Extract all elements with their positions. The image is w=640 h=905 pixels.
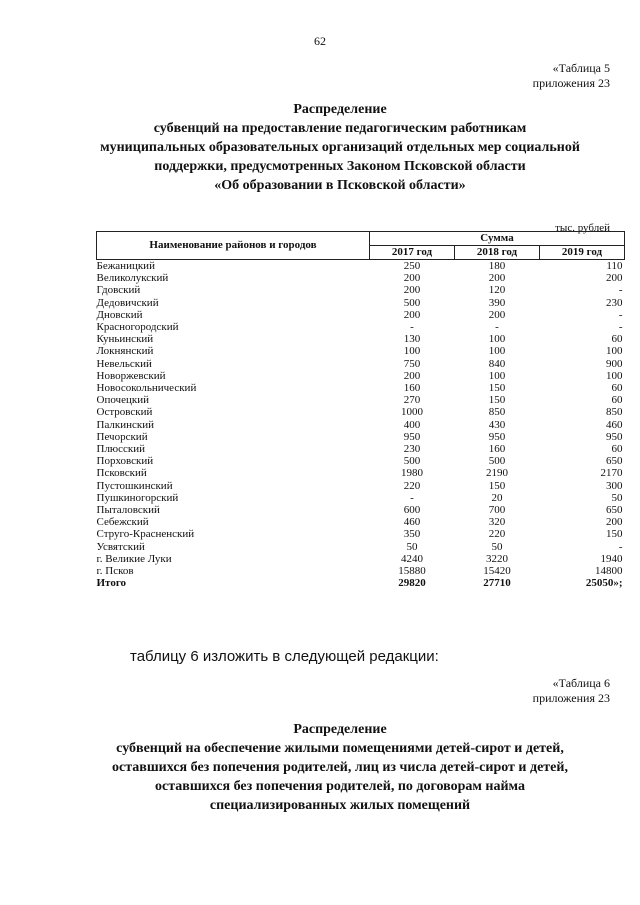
value-2019-cell: 60 bbox=[611, 443, 623, 456]
table5-title-line: «Об образовании в Псковской области» bbox=[214, 178, 466, 193]
value-2019-cell: 60 bbox=[611, 333, 623, 346]
table-row bbox=[97, 382, 625, 394]
value-2018-cell: 320 bbox=[488, 516, 506, 529]
table-row bbox=[97, 455, 625, 467]
value-2017-cell: 270 bbox=[403, 394, 421, 407]
table-row bbox=[97, 504, 625, 516]
district-name-cell: Островский bbox=[96, 406, 153, 419]
value-2019-cell: 950 bbox=[606, 430, 623, 443]
header-year-2019: 2019 год bbox=[540, 246, 625, 260]
value-2019-cell: 230 bbox=[606, 296, 623, 309]
value-2017-cell: 200 bbox=[403, 272, 421, 285]
table5-title-line: муниципальных образовательных организаций отдельных мер социальной bbox=[100, 140, 580, 155]
value-2017-cell: 1980 bbox=[401, 467, 423, 480]
value-2018-cell: 150 bbox=[488, 394, 506, 407]
value-2019-cell: 60 bbox=[611, 394, 623, 407]
district-name-cell: Усвятский bbox=[96, 540, 145, 553]
value-2019-cell: 150 bbox=[606, 528, 623, 541]
table6-reference bbox=[533, 676, 610, 706]
value-2018-cell: 430 bbox=[488, 418, 506, 431]
value-2018-cell: 3220 bbox=[486, 552, 508, 565]
total-2017-cell: 29820 bbox=[398, 577, 426, 590]
table-row bbox=[97, 443, 625, 455]
value-2018-cell: 2190 bbox=[486, 467, 508, 480]
value-2017-cell: 500 bbox=[403, 296, 421, 309]
value-2018-cell: - bbox=[495, 321, 499, 334]
value-2019-cell: 2170 bbox=[600, 467, 623, 480]
value-2019-cell: 650 bbox=[606, 455, 623, 468]
district-name-cell: Дедовичский bbox=[96, 296, 159, 309]
value-2018-cell: 200 bbox=[488, 272, 506, 285]
district-name-cell: Пустошкинский bbox=[96, 479, 173, 492]
table-row bbox=[97, 480, 625, 492]
value-2017-cell: 130 bbox=[403, 333, 421, 346]
value-2018-cell: 180 bbox=[488, 260, 506, 272]
value-2017-cell: 160 bbox=[403, 382, 421, 395]
district-name-cell: Бежаницкий bbox=[96, 260, 155, 272]
value-2017-cell: 250 bbox=[403, 260, 421, 272]
value-2019-cell: - bbox=[618, 540, 623, 553]
value-2018-cell: 120 bbox=[488, 284, 506, 297]
value-2019-cell: - bbox=[618, 321, 623, 334]
table6-title bbox=[40, 720, 640, 815]
total-row bbox=[97, 577, 625, 589]
header-year-2018: 2018 год bbox=[455, 246, 540, 260]
value-2017-cell: 230 bbox=[403, 443, 421, 456]
value-2017-cell: 350 bbox=[403, 528, 421, 541]
table-row bbox=[97, 370, 625, 382]
table-row bbox=[97, 553, 625, 565]
table-row bbox=[97, 345, 625, 357]
value-2018-cell: 390 bbox=[488, 296, 506, 309]
value-2018-cell: 150 bbox=[488, 479, 506, 492]
table-row bbox=[97, 284, 625, 296]
value-2017-cell: 1000 bbox=[401, 406, 423, 419]
value-2018-cell: 50 bbox=[491, 540, 503, 553]
table6-title-line: оставшихся без попечения родителей, лиц из числа детей-сирот и детей, bbox=[112, 760, 568, 775]
value-2017-cell: 4240 bbox=[401, 552, 423, 565]
table-row bbox=[97, 309, 625, 321]
value-2018-cell: 200 bbox=[488, 308, 506, 321]
units-label: тыс. рублей bbox=[555, 222, 610, 234]
district-name-cell: г. Псков bbox=[96, 565, 134, 578]
value-2018-cell: 850 bbox=[488, 406, 506, 419]
table-row bbox=[97, 406, 625, 418]
value-2019-cell: 200 bbox=[606, 272, 623, 285]
total-2019-cell: 25050»; bbox=[585, 577, 623, 590]
value-2018-cell: 20 bbox=[491, 491, 503, 504]
value-2017-cell: 100 bbox=[403, 345, 421, 358]
instruction-paragraph: таблицу 6 изложить в следующей редакции: bbox=[130, 648, 439, 665]
value-2018-cell: 840 bbox=[488, 357, 506, 370]
district-name-cell: Опочецкий bbox=[96, 394, 149, 407]
value-2017-cell: 200 bbox=[403, 369, 421, 382]
district-name-cell: Порховский bbox=[96, 455, 154, 468]
subsidy-table bbox=[96, 231, 625, 589]
value-2017-cell: - bbox=[410, 491, 414, 504]
value-2018-cell: 100 bbox=[488, 333, 506, 346]
table-row bbox=[97, 528, 625, 540]
district-name-cell: Великолукский bbox=[96, 272, 169, 285]
table-row bbox=[97, 260, 625, 273]
value-2019-cell: 650 bbox=[606, 504, 623, 517]
table-row bbox=[97, 431, 625, 443]
table6-title-line: оставшихся без попечения родителей, по договорам найма bbox=[155, 779, 525, 794]
table-row bbox=[97, 333, 625, 345]
value-2019-cell: 200 bbox=[606, 516, 623, 529]
value-2017-cell: 460 bbox=[403, 516, 421, 529]
value-2017-cell: 200 bbox=[403, 284, 421, 297]
value-2019-cell: 1940 bbox=[600, 552, 623, 565]
district-name-cell: Невельский bbox=[96, 357, 152, 370]
table6-ref-line2: приложения 23 bbox=[532, 691, 610, 705]
value-2017-cell: 500 bbox=[403, 455, 421, 468]
value-2017-cell: 220 bbox=[403, 479, 421, 492]
table-row bbox=[97, 394, 625, 406]
page-number: 62 bbox=[314, 34, 326, 48]
table-row bbox=[97, 492, 625, 504]
value-2019-cell: 300 bbox=[606, 479, 623, 492]
district-name-cell: Куньинский bbox=[96, 333, 154, 346]
value-2017-cell: 600 bbox=[403, 504, 421, 517]
table6-title-line: Распределение bbox=[293, 722, 387, 737]
value-2017-cell: 50 bbox=[406, 540, 418, 553]
value-2019-cell: 60 bbox=[611, 382, 623, 395]
table-row bbox=[97, 321, 625, 333]
value-2018-cell: 950 bbox=[488, 430, 506, 443]
value-2019-cell: - bbox=[618, 308, 623, 321]
table5-ref-line2: приложения 23 bbox=[532, 76, 610, 90]
table6-ref-line1: «Таблица 6 bbox=[552, 676, 610, 690]
value-2018-cell: 15420 bbox=[483, 565, 511, 578]
table-row bbox=[97, 272, 625, 284]
value-2018-cell: 500 bbox=[488, 455, 506, 468]
value-2019-cell: 14800 bbox=[595, 565, 623, 578]
district-name-cell: Локнянский bbox=[96, 345, 154, 358]
table5-reference bbox=[533, 61, 610, 91]
header-sum: Сумма bbox=[370, 232, 625, 246]
district-name-cell: Плюсский bbox=[96, 443, 146, 456]
table5-title-line: поддержки, предусмотренных Законом Псковской области bbox=[154, 159, 526, 174]
value-2017-cell: 400 bbox=[403, 418, 421, 431]
value-2018-cell: 100 bbox=[488, 369, 506, 382]
table6-title-line: субвенций на обеспечение жилыми помещениями детей-сирот и детей, bbox=[116, 741, 564, 756]
value-2018-cell: 220 bbox=[488, 528, 506, 541]
value-2019-cell: 850 bbox=[606, 406, 623, 419]
table-row bbox=[97, 516, 625, 528]
district-name-cell: Палкинский bbox=[96, 418, 155, 431]
value-2019-cell: 460 bbox=[606, 418, 623, 431]
value-2019-cell: 100 bbox=[606, 369, 623, 382]
value-2017-cell: - bbox=[410, 321, 414, 334]
table5-title-line: субвенций на предоставление педагогическим работникам bbox=[153, 121, 527, 136]
value-2018-cell: 150 bbox=[488, 382, 506, 395]
header-district-name: Наименование районов и городов bbox=[97, 232, 370, 260]
value-2017-cell: 200 bbox=[403, 308, 421, 321]
table-body bbox=[97, 260, 625, 590]
value-2017-cell: 15880 bbox=[398, 565, 426, 578]
district-name-cell: г. Великие Луки bbox=[96, 552, 172, 565]
value-2019-cell: 110 bbox=[606, 260, 623, 272]
district-name-cell: Себежский bbox=[96, 516, 149, 529]
district-name-cell: Новоржевский bbox=[96, 369, 166, 382]
table6-title-line: специализированных жилых помещений bbox=[209, 798, 471, 813]
header-year-2017: 2017 год bbox=[370, 246, 455, 260]
district-name-cell: Дновский bbox=[96, 308, 143, 321]
table-row bbox=[97, 565, 625, 577]
district-name-cell: Печорский bbox=[96, 430, 148, 443]
table-row bbox=[97, 541, 625, 553]
value-2018-cell: 700 bbox=[488, 504, 506, 517]
value-2019-cell: 900 bbox=[606, 357, 623, 370]
table-row bbox=[97, 297, 625, 309]
district-name-cell: Новосокольнический bbox=[96, 382, 197, 395]
table5-title-line: Распределение bbox=[293, 102, 387, 117]
table5-ref-line1: «Таблица 5 bbox=[552, 61, 610, 75]
table5-title bbox=[40, 100, 640, 195]
value-2019-cell: - bbox=[618, 284, 623, 297]
district-name-cell: Гдовский bbox=[96, 284, 141, 297]
value-2019-cell: 100 bbox=[606, 345, 623, 358]
district-name-cell: Псковский bbox=[96, 467, 147, 480]
value-2018-cell: 160 bbox=[488, 443, 506, 456]
table-row bbox=[97, 467, 625, 479]
table-row bbox=[97, 358, 625, 370]
district-name-cell: Пыталовский bbox=[96, 504, 160, 517]
value-2017-cell: 950 bbox=[403, 430, 421, 443]
value-2018-cell: 100 bbox=[488, 345, 506, 358]
district-name-cell: Красногородский bbox=[96, 321, 179, 334]
district-name-cell: Пушкиногорский bbox=[96, 491, 179, 504]
value-2019-cell: 50 bbox=[611, 491, 623, 504]
district-name-cell: Струго-Красненский bbox=[96, 528, 195, 541]
value-2017-cell: 750 bbox=[403, 357, 421, 370]
total-2018-cell: 27710 bbox=[483, 577, 511, 590]
total-label-cell: Итого bbox=[96, 577, 127, 590]
table-row bbox=[97, 419, 625, 431]
